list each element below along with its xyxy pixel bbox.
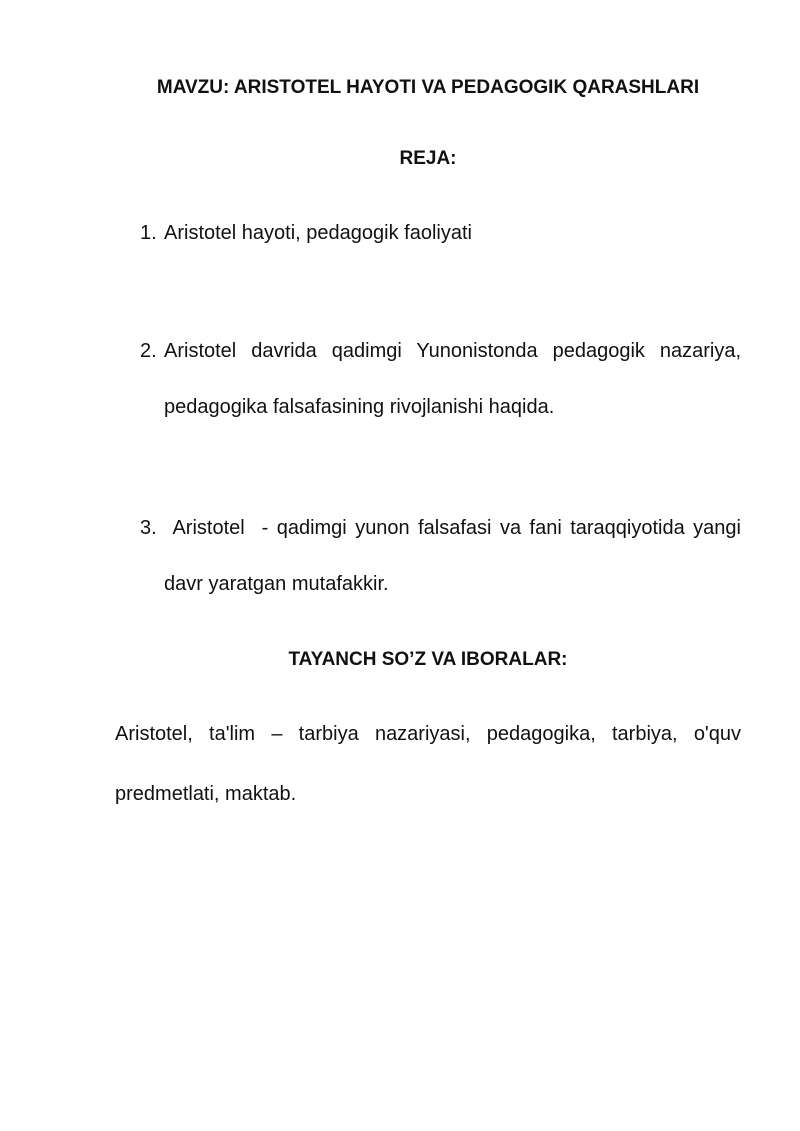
keywords-paragraph: Aristotel, ta'lim – tarbiya nazariyasi, pedagogika, tarbiya, o'quv predmetlati, maktab. — [115, 723, 741, 805]
plan-heading: REJA: — [399, 148, 457, 169]
plan-item-text: Aristotel davrida qadimgi Yunonistonda pedagogik nazariya, pedagogika falsafasining rivojlanishi haqida. — [164, 340, 741, 418]
document-title: MAVZU: ARISTOTEL HAYOTI VA PEDAGOGIK QARASHLARI — [156, 77, 700, 98]
plan-item — [140, 500, 747, 612]
keywords-heading: TAYANCH SO’Z VA IBORALAR: — [288, 649, 568, 670]
plan-item — [140, 205, 741, 261]
plan-item-text: Aristotel - qadimgi yunon falsafasi va fani taraqqiyotida yangi davr yaratgan mutafakkir. — [164, 517, 747, 595]
plan-item-number: 2. — [140, 340, 157, 362]
plan-item-text: Aristotel hayoti, pedagogik faoliyati — [164, 222, 472, 244]
plan-item-number: 1. — [140, 222, 157, 244]
plan-item — [140, 323, 741, 435]
plan-item-number: 3. — [140, 517, 157, 539]
